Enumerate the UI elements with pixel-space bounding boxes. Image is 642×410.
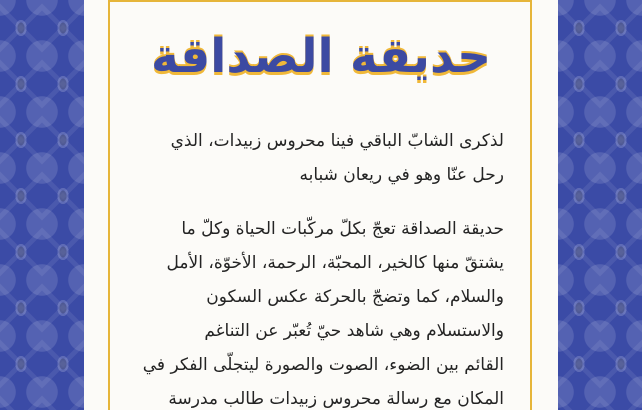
description-paragraph — [124, 212, 504, 410]
text-line: القائم بين الضوء، الصوت والصورة ليتجلّى الفكر في — [142, 355, 504, 375]
text-line: لذكرى الشابّ الباقي فينا محروس زبيدات، الذي — [170, 131, 504, 151]
page-panel — [84, 0, 558, 410]
text-line: والاستسلام وهي شاهد حيّ تُعبّر عن التناغم — [204, 321, 504, 341]
page-title: حديقة الصداقة — [151, 29, 491, 84]
dedication-paragraph — [124, 124, 504, 192]
text-line: حديقة الصداقة تعجّ بكلّ مركّبات الحياة وكلّ ما — [181, 219, 504, 239]
left-damask-border — [0, 0, 84, 410]
text-line: والسلام، كما وتضجّ بالحركة عكس السكون — [206, 287, 504, 307]
text-line: يشتقّ منها كالخير، المحبّة، الرحمة، الأخوّة، الأمل — [166, 253, 504, 273]
text-line: رحل عنّا وهو في ريعان شبابه — [299, 165, 504, 185]
right-damask-border — [558, 0, 642, 410]
text-line: المكان مع رسالة محروس زبيدات طالب مدرسة — [168, 389, 504, 409]
